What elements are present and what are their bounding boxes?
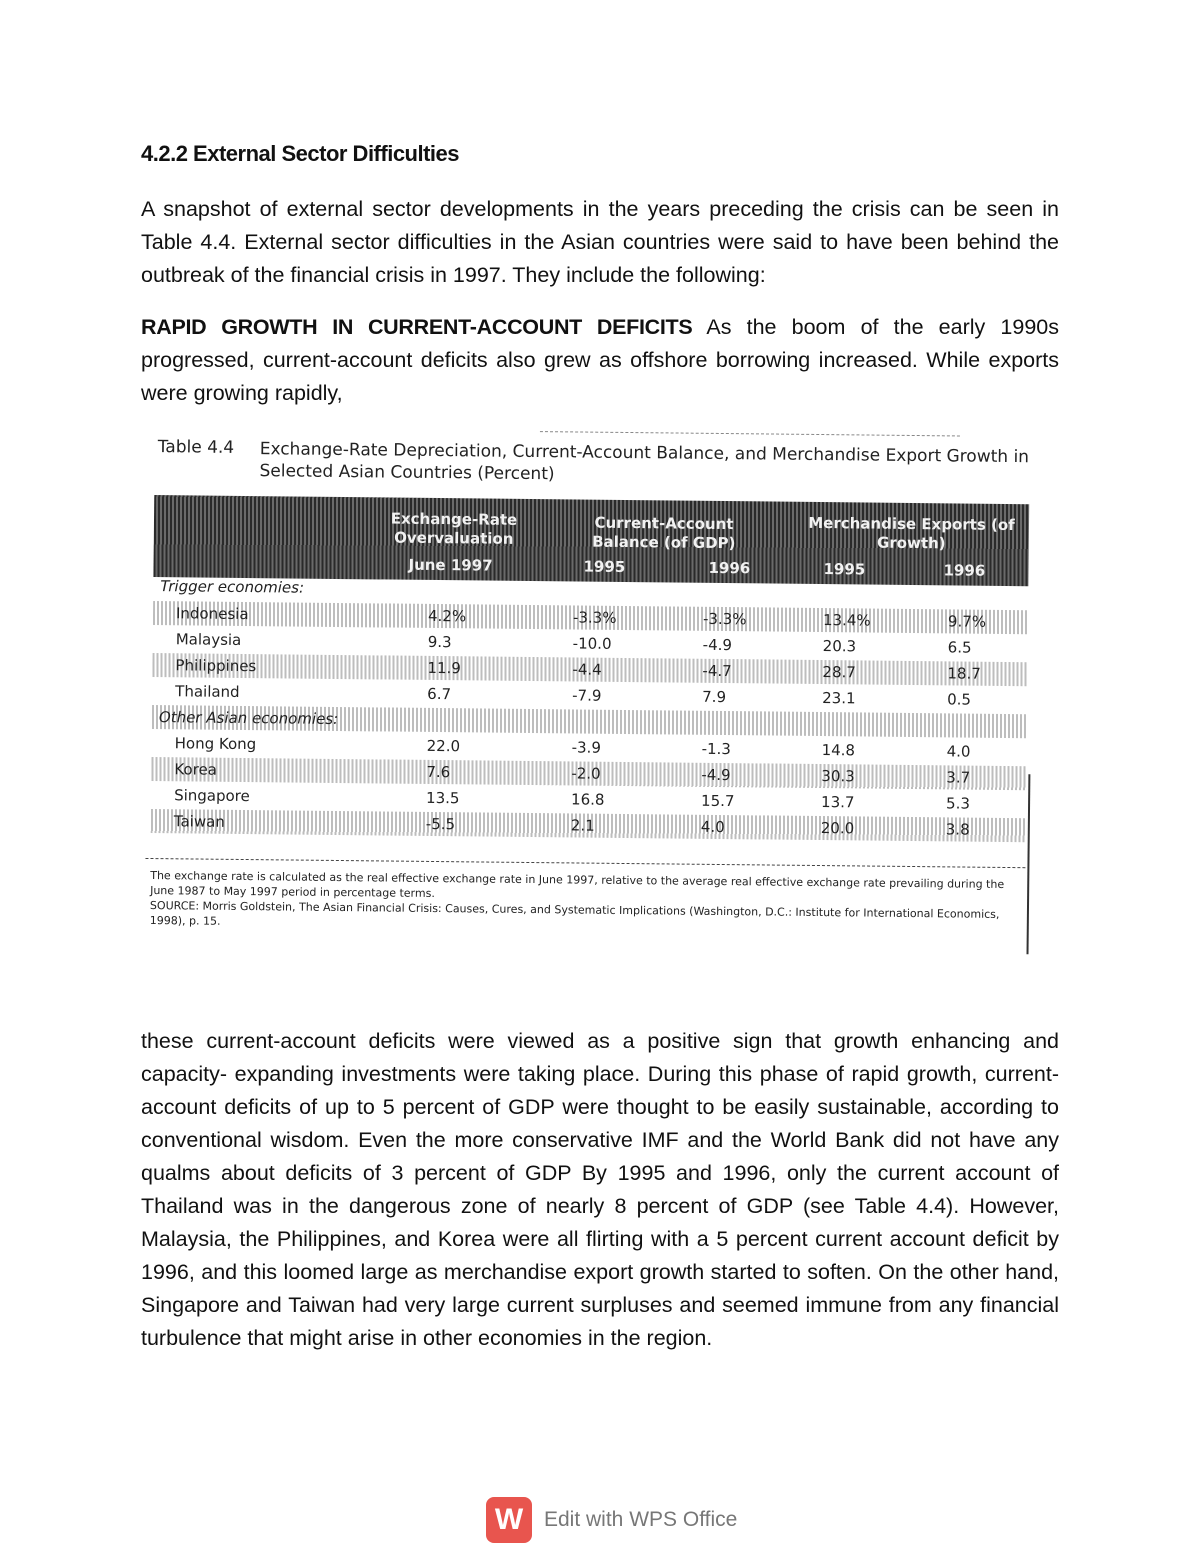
table-source: SOURCE: Morris Goldstein, The Asian Financial Crisis: Causes, Cures, and Systematic Implications (Washington, D.C.: Institute for International Economics, 1998), p. 15.: [149, 899, 1000, 928]
header-merchandise-exports: Merchandise Exports (of Growth): [808, 513, 1015, 553]
table-cell: -10.0: [572, 634, 612, 653]
table-cell: 18.7: [947, 664, 981, 683]
table-cell: -4.4: [572, 660, 602, 679]
wps-logo-icon: W: [486, 1497, 532, 1543]
table-cell: -4.9: [702, 635, 733, 655]
table-cell: 3.8: [945, 820, 970, 839]
table-cell: 20.0: [820, 819, 855, 838]
table-cell: Taiwan: [173, 812, 225, 831]
section-heading: 4.2.2 External Sector Difficulties: [141, 141, 460, 166]
table-cell: 14.8: [821, 741, 856, 760]
table-cell: Philippines: [175, 656, 257, 676]
table-cell: Singapore: [174, 786, 250, 806]
scanned-table-4-4: [144, 425, 1035, 964]
table-cell: 0.5: [947, 690, 972, 709]
table-header: [153, 495, 1029, 586]
table-cell: 13.7: [820, 793, 855, 812]
table-cell: Thailand: [175, 682, 240, 701]
table-cell: 3.7: [946, 768, 971, 787]
table-cell: 7.6: [426, 762, 451, 782]
table-cell: 4.2%: [427, 606, 467, 626]
header-year: 1995: [823, 560, 866, 579]
header-exchange-rate: Exchange-Rate Overvaluation: [390, 509, 518, 548]
paragraph-body: As the boom of the early 1990s progressed, current-account deficits also grew as offshore borrowing increased. While exports were growing rapidly,: [141, 315, 1060, 405]
wps-edit-button[interactable]: [486, 1497, 737, 1543]
table-cell: -3.3%: [702, 609, 747, 629]
table-cell: 22.0: [426, 736, 461, 756]
paragraph-caps-lead: RAPID GROWTH IN CURRENT-ACCOUNT DEFICITS: [141, 315, 693, 339]
table-notes: [150, 868, 1031, 937]
divider: [540, 431, 960, 436]
table-title: Exchange-Rate Depreciation, Current-Account Balance, and Merchandise Export Growth in Selected Asian Countries (Percent): [259, 439, 1030, 485]
table-cell: -7.9: [572, 686, 602, 705]
table-cell: 6.5: [947, 638, 972, 657]
table-cell: Korea: [174, 760, 218, 779]
group-label-trigger: Trigger economies:: [160, 577, 305, 597]
table-cell: -1.3: [701, 739, 732, 759]
table-cell: 5.3: [945, 794, 971, 813]
table-cell: 11.9: [427, 658, 461, 678]
table-cell: -2.0: [571, 764, 601, 783]
table-cell: 4.0: [946, 742, 971, 761]
header-current-account: Current-Account Balance (of GDP): [592, 513, 736, 553]
table-cell: Malaysia: [175, 630, 242, 649]
header-year: June 1997: [408, 555, 493, 575]
paragraph-current-account: [141, 311, 1059, 410]
paragraph-continuation: these current-account deficits were viewed as a positive sign that growth enhancing and capacity- expanding investments were taking place. During this phase of rapid growth, current-account deficits of up to 5 percent of GDP were thought to be easily sustainable, according to conventional wisdom. Even the more conservative IMF and the World Bank did not have any qualms about deficits of 3 percent of GDP By 1995 and 1996, only the current account of Thailand was in the dangerous zone of nearly 8 percent of GDP (see Table 4.4). However, Malaysia, the Philippines, and Korea were all flirting with a 5 percent current account deficit by 1996, and this loomed large as merchandise export growth started to soften. On the other hand, Singapore and Taiwan had very large current surpluses and seemed immune from any financial turbulence that might arise in other economies in the region.: [141, 1029, 1059, 1350]
table-cell: -4.7: [702, 661, 732, 681]
table-cell: 13.5: [426, 788, 460, 808]
table-cell: 28.7: [822, 663, 856, 682]
table-cell: 15.7: [701, 791, 735, 811]
table-cell: 9.7%: [947, 612, 987, 631]
header-year: 1995: [583, 557, 626, 576]
table-cell: Hong Kong: [174, 734, 257, 754]
table-cell: -4.9: [701, 765, 731, 785]
table-cell: 23.1: [822, 689, 856, 708]
table-cell: 2.1: [570, 816, 595, 835]
table-cell: 20.3: [822, 637, 857, 656]
table-cell: 9.3: [427, 632, 452, 652]
table-cell: 16.8: [571, 790, 605, 809]
table-cell: 7.9: [702, 687, 727, 707]
table-cell: -3.3%: [572, 608, 617, 627]
header-year: 1996: [708, 558, 751, 578]
table-footnote: The exchange rate is calculated as the real effective exchange rate in June 1997, relative to the average real effective exchange rate prevailing during the June 1987 to May 1997 period in percentage terms.: [150, 869, 1005, 901]
table-cell: -3.9: [571, 738, 602, 757]
table-cell: 30.3: [821, 767, 855, 786]
table-cell: 6.7: [427, 684, 452, 704]
table-cell: Indonesia: [175, 604, 249, 624]
table-label: Table 4.4: [157, 437, 235, 458]
header-year: 1996: [943, 561, 986, 580]
paragraph-intro: A snapshot of external sector developments in the years preceding the crisis can be seen in Table 4.4. External sector difficulties in the Asian countries were said to have been behind the outbreak of the financial crisis in 1997. They include the following:: [141, 197, 1059, 287]
table-cell: 13.4%: [822, 611, 871, 630]
divider: [145, 858, 1025, 868]
table-cell: -5.5: [425, 814, 456, 834]
group-label-other: Other Asian economies:: [158, 708, 339, 728]
table-cell: 4.0: [700, 817, 725, 837]
wps-edit-label: Edit with WPS Office: [544, 1508, 738, 1531]
